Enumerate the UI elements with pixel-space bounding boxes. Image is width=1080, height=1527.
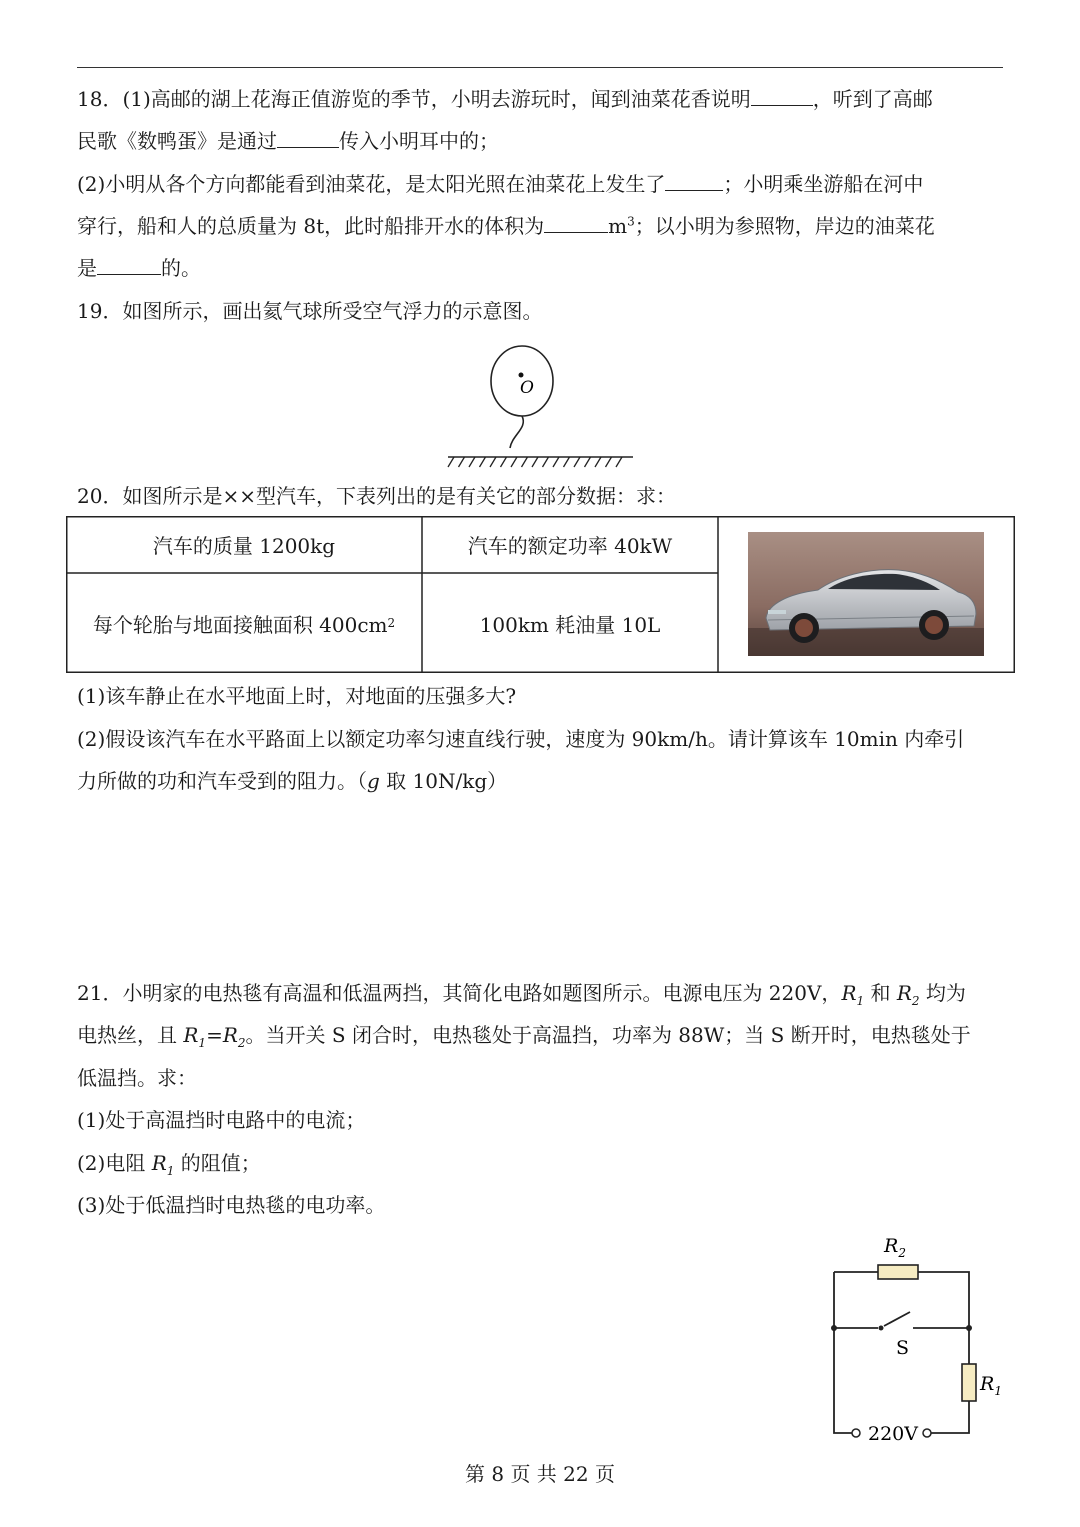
car-photo: [748, 532, 984, 656]
q21-part-3: (3)处于低温挡时电热毯的电功率。: [77, 1193, 386, 1217]
label-voltage: 220V: [868, 1423, 918, 1445]
q20-part-2-cont: 力所做的功和汽车受到的阻力。（g 取 10N/kg）: [77, 769, 508, 793]
switch-pivot: [879, 1326, 884, 1331]
circuit-diagram: [820, 1228, 1010, 1450]
junction-node: [831, 1325, 837, 1331]
q18-text: 传入小明耳中的；: [339, 129, 499, 153]
answer-blank[interactable]: [277, 127, 339, 148]
answer-blank[interactable]: [544, 212, 608, 233]
label-r1: $R_1$: [980, 1373, 1002, 1398]
table-cell-contact-area: 每个轮胎与地面接触面积 400cm 2: [92, 612, 396, 637]
label-switch: S: [896, 1337, 910, 1359]
q18-text: 穿行，船和人的总质量为 8t，此时船排开水的体积为: [77, 214, 545, 238]
terminal: [852, 1429, 860, 1437]
balloon-diagram: [440, 333, 640, 473]
center-point: [519, 373, 524, 378]
terminal: [923, 1429, 931, 1437]
answer-blank[interactable]: [665, 170, 723, 191]
q20-part-2: (2)假设该汽车在水平路面上以额定功率匀速直线行驶，速度为 90km/h。请计算该车 10min 内牵引: [77, 727, 965, 751]
q18-text: m: [608, 214, 628, 238]
q18-text: 18．(1)高邮的湖上花海正值游览的季节，小明去游玩时，闻到油菜花香说明: [77, 87, 751, 111]
resistor-r1: [962, 1364, 976, 1401]
label-r2: $R_2$: [884, 1235, 906, 1260]
resistor-r2: [878, 1265, 918, 1279]
q18-text: 民歌《数鸭蛋》是通过: [77, 129, 277, 153]
q21-part-2: (2)电阻 $R_1$ 的阻值；: [77, 1151, 261, 1178]
header-rule: [77, 67, 1003, 68]
ground-hatching: [448, 457, 622, 467]
answer-blank[interactable]: [97, 254, 161, 275]
superscript: 3: [627, 214, 635, 229]
q21-line-3: 低温挡。求：: [77, 1066, 197, 1090]
q18-line-1: [77, 85, 933, 113]
q20-part-1: (1)该车静止在水平地面上时，对地面的压强多大?: [77, 684, 517, 708]
table-cell-power: 汽车的额定功率 40kW: [467, 534, 673, 558]
table-cell-fuel: 100km 耗油量 10L: [479, 612, 661, 637]
q18-text: 的。: [161, 256, 201, 280]
q18-text: ；以小明为参照物，岸边的油菜花: [634, 214, 935, 238]
q18-line-5: [77, 254, 201, 282]
junction-node: [966, 1325, 972, 1331]
q19-question: 19．如图所示，画出氦气球所受空气浮力的示意图。: [77, 299, 543, 323]
table-cell-mass: 汽车的质量 1200kg: [152, 534, 336, 558]
q18-text: 是: [77, 256, 97, 280]
q18-text: (2)小明从各个方向都能看到油菜花，是太阳光照在油菜花上发生了: [77, 172, 666, 196]
q18-text: ，听到了高邮: [812, 87, 933, 111]
page-number: 第 8 页 共 22 页: [465, 1462, 615, 1486]
q18-line-3: [77, 170, 923, 198]
q21-line-2: 电热丝，且 $R_1=R_2$。当开关 S 闭合时，电热毯处于高温挡，功率为 88W；当 S 断开时，电热毯处于: [77, 1023, 971, 1050]
point-label: O: [520, 378, 534, 398]
q18-line-2: [77, 127, 499, 155]
q18-text: ；小明乘坐游船在河中: [723, 172, 924, 196]
answer-blank[interactable]: [751, 85, 813, 106]
balloon-string: [510, 416, 523, 448]
q21-part-1: (1)处于高温挡时电路中的电流；: [77, 1108, 366, 1132]
q18-line-4: [77, 212, 935, 240]
q20-question: 20．如图所示是××型汽车，下表列出的是有关它的部分数据：求：: [77, 484, 676, 508]
q21-line-1: 21．小明家的电热毯有高温和低温两挡，其简化电路如题图所示。电源电压为 220V，$R_1$ 和 $R_2$ 均为: [77, 981, 966, 1008]
